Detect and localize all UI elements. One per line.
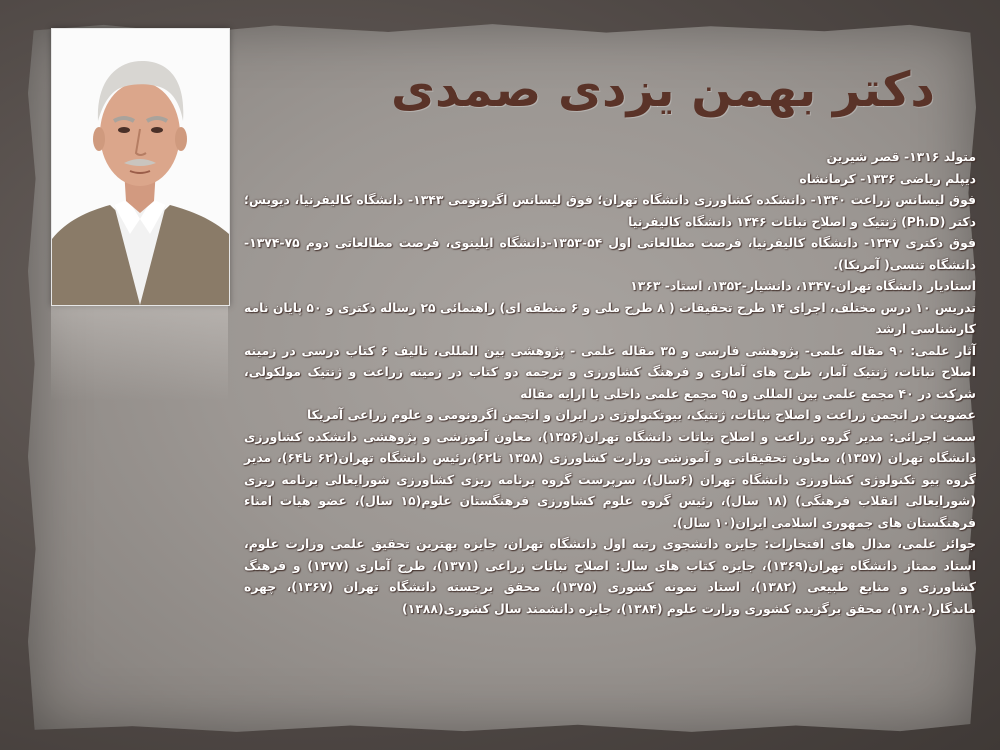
bio-paragraph-awards: جوائز علمی، مدال های افتخارات: جایزه دانشجوی رتبه اول دانشگاه تهران، جایزه بهترین تحقیق علمی وزارت علوم، استاد ممتاز دانشگاه تهران(۱۳۶۹)، جایزه کتاب های سال: اصلاح نباتات زراعی (۱۳۷۱)، طرح آماری (۱۳۷۷) و فرهنگ کشاورزی و منابع طبیعی (۱۳۸۲)، استاد نمونه کشوری (۱۳۷۵)، محقق برجسته دانشگاه تهران (۱۳۶۷)، چهره ماندگار(۱۳۸۰)، محقق برگزیده کشوری وزارت علوم (۱۳۸۴)، جایزه دانشمند سال کشوری(۱۳۸۸): [244, 536, 977, 616]
biography-text: [244, 146, 976, 619]
bio-paragraph-academic-rank: استادیار دانشگاه تهران-۱۳۴۷، دانشیار-۱۳۵۲، استاد- ۱۳۶۳: [630, 278, 976, 293]
portrait-reflection: [51, 306, 228, 401]
bio-paragraph-diploma: دیپلم ریاضی ۱۳۳۶- کرمانشاه: [799, 170, 976, 186]
bio-paragraph-degrees: فوق لیسانس زراعت ۱۳۴۰- دانشکده کشاورزی دانشگاه تهران؛ فوق لیسانس اگرونومی ۱۳۴۳- دانشگاه کالیفرنیا، دیویس؛ دکتر (Ph.D) ژنتیک و اصلاح نباتات ۱۳۴۶ دانشگاه کالیفرنیا: [244, 192, 976, 229]
bio-paragraph-memberships: عضویت در انجمن زراعت و اصلاح نباتات، ژنتیک، بیوتکنولوژی در ایران و انجمن اگرونومی و علوم زراعی آمریکا: [307, 407, 976, 422]
portrait-photo-icon: [52, 29, 229, 305]
bio-paragraph-positions: سمت اجرائی: مدیر گروه زراعت و اصلاح نباتات دانشگاه تهران(۱۳۵۶)، معاون آموزشی و پژوهشی دانشکده کشاورزی دانشگاه تهران (۱۳۵۷)، معاون تحقیقاتی و آموزشی وزارت کشاورزی (۱۳۵۸ تا۶۲)،رئیس دانشگاه تهران(۶۲ تا۶۴)، مدیر گروه بیو تکنولوژی کشاورزی دانشگاه تهران (۶سال)، سرپرست گروه برنامه ریزی کشاورزی شورایعالی برنامه ریزی (شورایعالی انقلاب فرهنگی) (۱۸ سال)، رئیس گروه علوم کشاورزی فرهنگستان علوم(۱۵ سال)، عضو هیات امناء فرهنگستان های جمهوری اسلامی ایران(۱۰ سال).: [244, 428, 977, 530]
portrait-photo: [51, 28, 230, 306]
bio-paragraph-teaching: تدریس ۱۰ درس مختلف، اجرای ۱۴ طرح تحقیقات ( ۸ طرح ملی و ۶ منطقه ای) راهنمائی ۲۵ رساله دکتری و ۵۰ پایان نامه کارشناسی ارشد: [244, 299, 977, 336]
bio-paragraph-publications: آثار علمی: ۹۰ مقاله علمی- پژوهشی فارسی و ۳۵ مقاله علمی - پژوهشی بین المللی، تالیف ۶ کتاب درسی در زمینه اصلاح نباتات، ژنتیک آمار، طرح های آماری و فرهنگ کشاورزی و ترجمه دو کتاب در زمینه زراعت و ژنتیک مولکولی، شرکت در ۴۰ مجمع علمی بین المللی و ۹۵ مجمع علمی داخلی با ارایه مقاله: [244, 342, 977, 401]
bio-paragraph-birth: متولد ۱۳۱۶- قصر شیرین: [826, 149, 976, 164]
page-title: دکتر بهمن یزدی صمدی: [390, 62, 935, 118]
bio-paragraph-postdoc: فوق دکتری ۱۳۴۷- دانشگاه کالیفرنیا، فرصت مطالعاتی اول ۵۴-۱۳۵۳-دانشگاه ایلینوی، فرصت مطالعاتی دوم ۷۵-۱۳۷۴- دانشگاه تنسی( آمریکا).: [244, 235, 977, 272]
